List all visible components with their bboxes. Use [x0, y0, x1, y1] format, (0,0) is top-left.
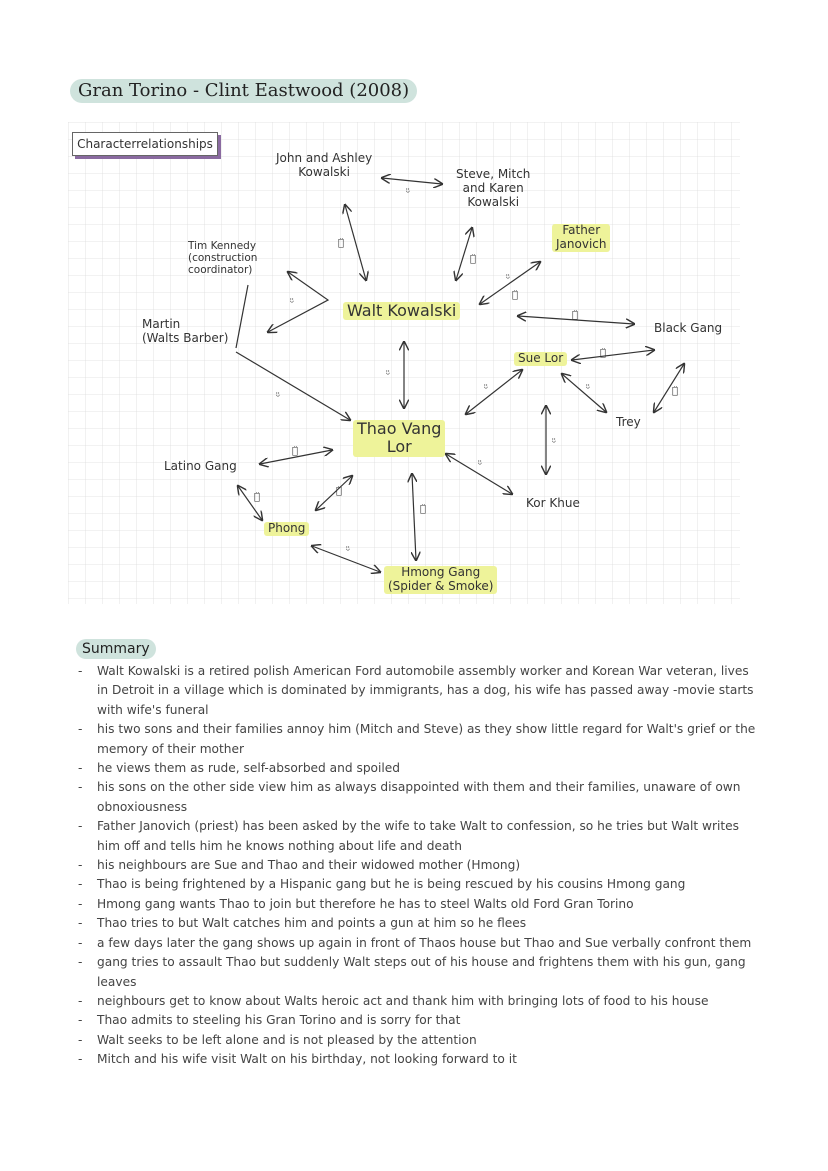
bullet-dash: - [78, 664, 83, 678]
bullet-dash: - [78, 993, 83, 1008]
bullet-dash: - [78, 858, 83, 873]
bullet-dash: - [78, 1032, 83, 1047]
summary-item-text: neighbours get to know about Walts heroic act and thank him with bringing lots of food to his house [97, 993, 709, 1008]
emote-smile: ᵕ̈ [290, 298, 295, 309]
node-walt-kowalski: Walt Kowalski [343, 302, 460, 320]
summary-item-text: he views them as rude, self-absorbed and spoiled [97, 761, 401, 776]
emote-smile: ᵕ̈ [276, 392, 281, 403]
emote-frown: ⌒̈ [600, 348, 607, 359]
node-tim-kennedy: Tim Kennedy (construction coordinator) [188, 240, 258, 277]
summary-item-text: his sons on the other side view him as always disappointed with them and their families, unaware of own obnoxiousness [97, 780, 741, 814]
bullet-dash: - [78, 819, 83, 834]
summary-item-text: gang tries to assault Thao but suddenly Walt steps out of his house and frightens them with his gun, gang leaves [97, 955, 746, 989]
emote-smile: ᵕ̈ [478, 460, 483, 471]
summary-heading: Summary [76, 639, 156, 659]
emote-smile: ᵕ̈ [406, 188, 411, 199]
emote-smile: ᵕ̈ [346, 546, 351, 557]
summary-item-text: Walt Kowalski is a retired polish American Ford automobile assembly worker and Korean War veteran, lives in Detroit in a village which is dominated by immigrants, has a dog, his wife has passed away -movie starts with wife's funeral [97, 664, 754, 717]
summary-item [78, 875, 758, 894]
bullet-dash: - [78, 1052, 83, 1067]
page-title: Gran Torino - Clint Eastwood (2008) [70, 79, 417, 103]
node-latino-gang: Latino Gang [164, 459, 237, 473]
summary-item [78, 817, 758, 856]
emote-frown: ⌒̈ [470, 254, 477, 265]
bullet-dash: - [78, 722, 83, 737]
bullet-dash: - [78, 877, 83, 892]
emote-smile: ᵕ̈ [586, 384, 591, 395]
summary-item-text: Hmong gang wants Thao to join but therefore he has to steel Walts old Ford Gran Torino [97, 896, 634, 911]
node-sue-lor: Sue Lor [514, 352, 567, 366]
node-phong: Phong [264, 522, 309, 536]
bullet-dash: - [78, 935, 83, 950]
character-relationships-label: Characterrelationships [72, 132, 218, 156]
summary-item [78, 1031, 758, 1050]
emote-smile: ᵕ̈ [386, 370, 391, 381]
bullet-dash: - [78, 896, 83, 911]
node-hmong-gang: Hmong Gang (Spider & Smoke) [384, 566, 497, 594]
summary-item [78, 895, 758, 914]
node-steve-mitch-karen: Steve, Mitch and Karen Kowalski [456, 167, 531, 209]
bullet-dash: - [78, 955, 83, 970]
emote-frown: ⌒̈ [512, 290, 519, 301]
emote-frown: ⌒̈ [672, 386, 679, 397]
node-father-janovich: Father Janovich [552, 224, 610, 252]
node-trey: Trey [616, 415, 641, 429]
summary-item-text: a few days later the gang shows up again in front of Thaos house but Thao and Sue verbally confront them [97, 935, 752, 950]
node-black-gang: Black Gang [654, 321, 723, 335]
emote-frown: ⌒̈ [338, 238, 345, 249]
summary-item [78, 914, 758, 933]
node-kor-khue: Kor Khue [526, 496, 580, 510]
summary-item [78, 992, 758, 1011]
emote-frown: ⌒̈ [420, 504, 427, 515]
bullet-dash: - [78, 780, 83, 795]
emote-smile: ᵕ̈ [484, 384, 489, 395]
bullet-dash: - [78, 761, 83, 776]
emote-frown: ⌒̈ [572, 310, 579, 321]
emote-frown: ⌒̈ [254, 492, 261, 503]
node-thao-vang-lor: Thao Vang Lor [353, 420, 445, 457]
summary-item-text: Walt seeks to be left alone and is not pleased by the attention [97, 1032, 477, 1047]
summary-item [78, 953, 758, 992]
summary-item [78, 662, 758, 720]
summary-item [78, 778, 758, 817]
bullet-dash: - [78, 1013, 83, 1028]
summary-list [78, 662, 758, 1070]
emote-frown: ⌒̈ [336, 486, 343, 497]
summary-item-text: Thao tries to but Walt catches him and points a gun at him so he flees [97, 916, 527, 931]
grid-background [68, 122, 740, 604]
node-martin: Martin (Walts Barber) [142, 317, 229, 345]
summary-item [78, 934, 758, 953]
summary-item [78, 1050, 758, 1069]
bullet-dash: - [78, 916, 83, 931]
summary-item-text: Thao admits to steeling his Gran Torino and is sorry for that [97, 1013, 461, 1028]
summary-item-text: Father Janovich (priest) has been asked by the wife to take Walt to confession, so he tries but Walt writes him off and tells him he knows nothing about life and death [97, 819, 740, 853]
relationship-diagram [68, 122, 740, 604]
summary-item [78, 720, 758, 759]
emote-frown: ⌒̈ [292, 446, 299, 457]
emote-smile: ᵕ̈ [552, 438, 557, 449]
summary-item [78, 759, 758, 778]
summary-item [78, 856, 758, 875]
summary-item-text: his two sons and their families annoy him (Mitch and Steve) as they show little regard for Walt's grief or the memory of their mother [97, 722, 756, 756]
summary-item-text: his neighbours are Sue and Thao and their widowed mother (Hmong) [97, 858, 521, 873]
node-john-ashley: John and Ashley Kowalski [276, 151, 373, 179]
emote-smile: ᵕ̈ [506, 274, 511, 285]
summary-item-text: Thao is being frightened by a Hispanic gang but he is being rescued by his cousins Hmong gang [97, 877, 686, 892]
summary-item [78, 1011, 758, 1030]
summary-item-text: Mitch and his wife visit Walt on his birthday, not looking forward to it [97, 1052, 517, 1067]
